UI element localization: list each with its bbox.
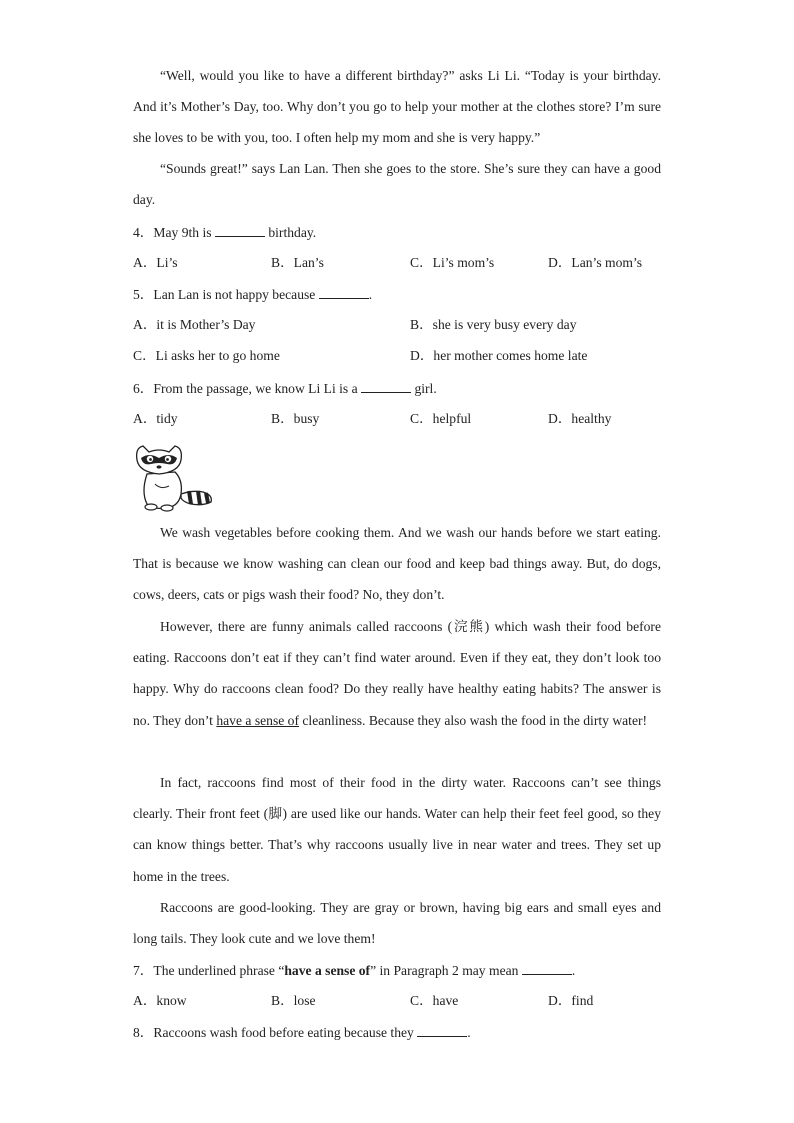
answer-blank <box>319 286 369 299</box>
passage1-paragraph-1: “Well, would you like to have a different birthday?” asks Li Li. “Today is your birthday. And it’s Mother’s Day, too. Why don’t you go to help your mother at the clothes store? I’m sure she loves to be with you, too. I often help my mom and she is very happy.” <box>133 68 661 146</box>
q4-option-d: D．Lan’s mom’s <box>548 255 643 270</box>
passage2-paragraph-3: In fact, raccoons find most of their food in the dirty water. Raccoons can’t see things clearly. Their front feet (脚) are used like our hands. Water can help their feet feel good, so they can know things better. That’s why raccoons usually live in near water and trees. They set up home in the trees. <box>133 775 661 884</box>
passage1-paragraph-2: “Sounds great!” says Lan Lan. Then she goes to the store. She’s sure they can have a good day. <box>133 161 661 208</box>
q5-option-b: B．she is very busy every day <box>410 317 577 332</box>
q6-option-b: B．busy <box>271 411 320 426</box>
passage2-paragraph-1: We wash vegetables before cooking them. And we wash our hands before we start eating. That is because we know washing can clean our food and keep bad things away. But, do dogs, cows, deers, cats or pigs wash their food? No, they don’t. <box>133 525 661 603</box>
raccoon-illustration-icon <box>133 442 215 512</box>
q7-option-c: C．have <box>410 993 459 1008</box>
question-6: 6．From the passage, we know Li Li is a girl. <box>133 381 437 396</box>
answer-blank <box>215 224 265 237</box>
q4-option-b: B．Lan’s <box>271 255 324 270</box>
q6-option-a: A．tidy <box>133 411 178 426</box>
q4-option-c: C．Li’s mom’s <box>410 255 495 270</box>
answer-blank <box>522 962 572 975</box>
q4-option-a: A．Li’s <box>133 255 178 270</box>
question-8: 8．Raccoons wash food before eating because they . <box>133 1025 471 1040</box>
q7-option-b: B．lose <box>271 993 316 1008</box>
q6-option-d: D．healthy <box>548 411 612 426</box>
q7-option-a: A．know <box>133 993 187 1008</box>
passage2-paragraph-4: Raccoons are good-looking. They are gray or brown, having big ears and small eyes and long tails. They look cute and we love them! <box>133 900 661 947</box>
question-4: 4．May 9th is birthday. <box>133 225 317 240</box>
passage2-paragraph-2: However, there are funny animals called raccoons (浣熊) which wash their food before eating. Raccoons don’t eat if they can’t find water around. Even if they eat, they don’t look too happy. Why do raccoons clean food? Do they really have healthy eating habits? The answer is no. They don’t have a sense of cleanliness. Because they also wash the food in the dirty water! <box>133 619 661 728</box>
question-5: 5．Lan Lan is not happy because . <box>133 287 373 302</box>
q7-option-d: D．find <box>548 993 594 1008</box>
q5-option-d: D．her mother comes home late <box>410 348 588 363</box>
question-7: 7．The underlined phrase “have a sense of” in Paragraph 2 may mean . <box>133 963 576 978</box>
q5-option-c: C．Li asks her to go home <box>133 348 280 363</box>
q6-option-c: C．helpful <box>410 411 472 426</box>
answer-blank <box>417 1024 467 1037</box>
underlined-phrase: have a sense of <box>216 712 299 728</box>
q5-option-a: A．it is Mother’s Day <box>133 317 256 332</box>
answer-blank <box>361 380 411 393</box>
